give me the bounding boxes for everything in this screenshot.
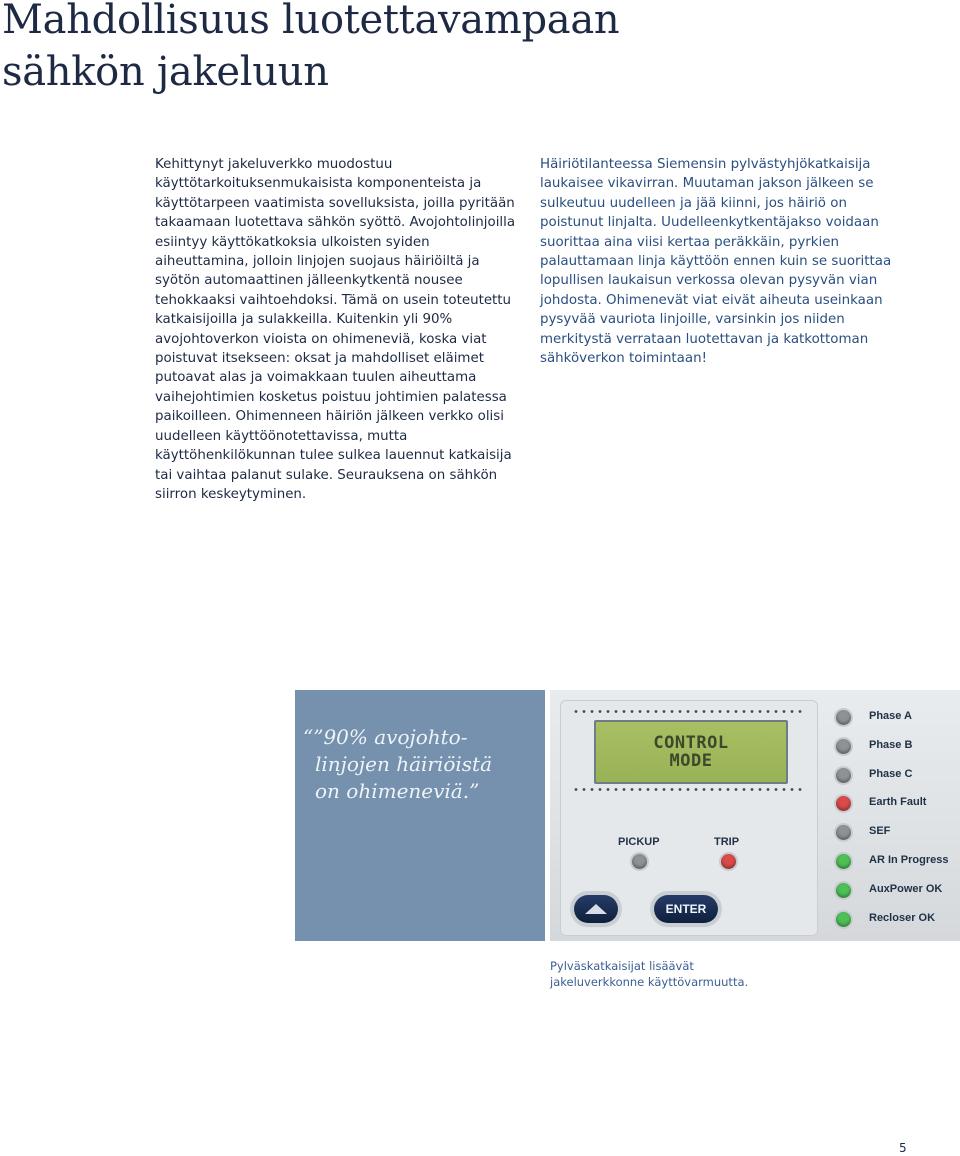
- status-row: [836, 910, 956, 930]
- lcd-display: [594, 720, 788, 784]
- status-row: [836, 823, 956, 843]
- status-label: Recloser OK: [869, 911, 936, 924]
- page-number: 5: [899, 1141, 907, 1155]
- status-led: [836, 825, 851, 840]
- status-led: [836, 739, 851, 754]
- up-arrow-icon: [585, 904, 607, 914]
- status-row: [836, 881, 956, 901]
- status-label: Phase C: [869, 767, 913, 780]
- status-label: Earth Fault: [869, 796, 927, 809]
- status-led: [836, 710, 851, 725]
- body-paragraph-right: Häiriötilanteessa Siemensin pylvästyhjökatkaisija laukaisee vikavirran. Muutaman jakson jälkeen se sulkeutuu uudelleen ja jää kiinni, jos häiriö on poistunut linjalta. Uudelleenkytkentäjakso voidaan suorittaa aina viisi kertaa peräkkäin, pyrkien palauttamaan linja käyttöön ennen kuin se suorittaa lopullisen laukaisun verkossa olevan pysyvän vian johdosta. Ohimenevät viat eivät aiheuta useinkaan pysyvää vauriota linjoille, varsinkin jos niiden merkitystä verrataan luotettavan ja katkottoman sähköverkon toimintaan!: [540, 157, 892, 367]
- enter-button: [654, 895, 718, 923]
- status-led: [836, 883, 851, 898]
- status-led: [836, 768, 851, 783]
- lcd-line-2: MODE: [669, 751, 713, 771]
- status-label: AR In Progress: [869, 854, 949, 866]
- pull-quote-box: [295, 690, 545, 941]
- status-led: [836, 854, 851, 869]
- lcd-line-1: CONTROL: [653, 733, 729, 753]
- up-arrow-button: [574, 895, 618, 923]
- status-label: SEF: [869, 825, 891, 838]
- indicator-dots-bottom: [572, 788, 804, 791]
- pull-quote: [303, 724, 539, 805]
- caption-line-2: jakeluverkkonne käyttövarmuutta.: [550, 975, 749, 989]
- indicator-dots-top: [572, 710, 804, 713]
- pull-quote-line-3: on ohimeneviä.”: [315, 779, 480, 803]
- body-paragraph-left: Kehittynyt jakeluverkko muodostuu käyttötarkoituksenmukaisista komponenteista ja käyttötarpeen vaatimista sovelluksista, joilla pyritään takaamaan luotettava sähkön syöttö. Avojohtolinjoilla esiintyy käyttökatkoksia ulkoisten syiden aiheuttamina, jolloin linjojen suojaus häiriöiltä ja syötön automaattinen jälleenkytkentä nousee tehokkaaksi vaihtoehdoksi. Tämä on usein toteutettu katkaisijoilla ja sulakkeilla. Kuitenkin yli 90% avojohtoverkon vioista on ohimeneviä, koska viat poistuvat itsekseen: oksat ja mahdolliset eläimet putoavat alas ja voimakkaan tuulen aiheuttama vaihejohtimien kosketus poistuu johtimien palatessa paikoilleen. Ohimenneen häiriön jälkeen verkko olisi uudelleen käyttöönotettavissa, mutta käyttöhenkilökunnan tulee sulkea lauennut katkaisija tai vaihtaa palanut sulake. Seurauksena on sähkön siirron keskeytyminen.: [155, 157, 516, 502]
- pull-quote-line-2: linjojen häiriöistä: [315, 752, 493, 776]
- control-panel-photo: [550, 690, 960, 941]
- page-title: [2, 0, 619, 98]
- status-row: [836, 766, 956, 786]
- pull-quote-line-1: “”90% avojohto-: [303, 725, 468, 749]
- pickup-led: [632, 854, 647, 869]
- enter-label: ENTER: [665, 902, 707, 916]
- page-title-line-2: sähkön jakeluun: [2, 49, 329, 95]
- trip-led: [721, 854, 736, 869]
- status-row: [836, 737, 956, 757]
- status-row: [836, 794, 956, 814]
- status-label: Phase B: [869, 738, 913, 751]
- status-row: [836, 708, 956, 728]
- caption-line-1: Pylväskatkaisijat lisäävät: [550, 959, 694, 973]
- status-label: Phase A: [869, 710, 913, 722]
- status-led: [836, 912, 851, 927]
- status-led: [836, 796, 851, 811]
- body-column-left: [155, 155, 527, 504]
- page-title-line-1: Mahdollisuus luotettavampaan: [2, 0, 620, 43]
- trip-label: TRIP: [714, 836, 740, 848]
- body-column-right: [540, 155, 912, 368]
- pickup-label: PICKUP: [618, 836, 660, 848]
- image-caption: [550, 958, 810, 990]
- status-label: AuxPower OK: [869, 882, 943, 895]
- status-row: [836, 852, 956, 872]
